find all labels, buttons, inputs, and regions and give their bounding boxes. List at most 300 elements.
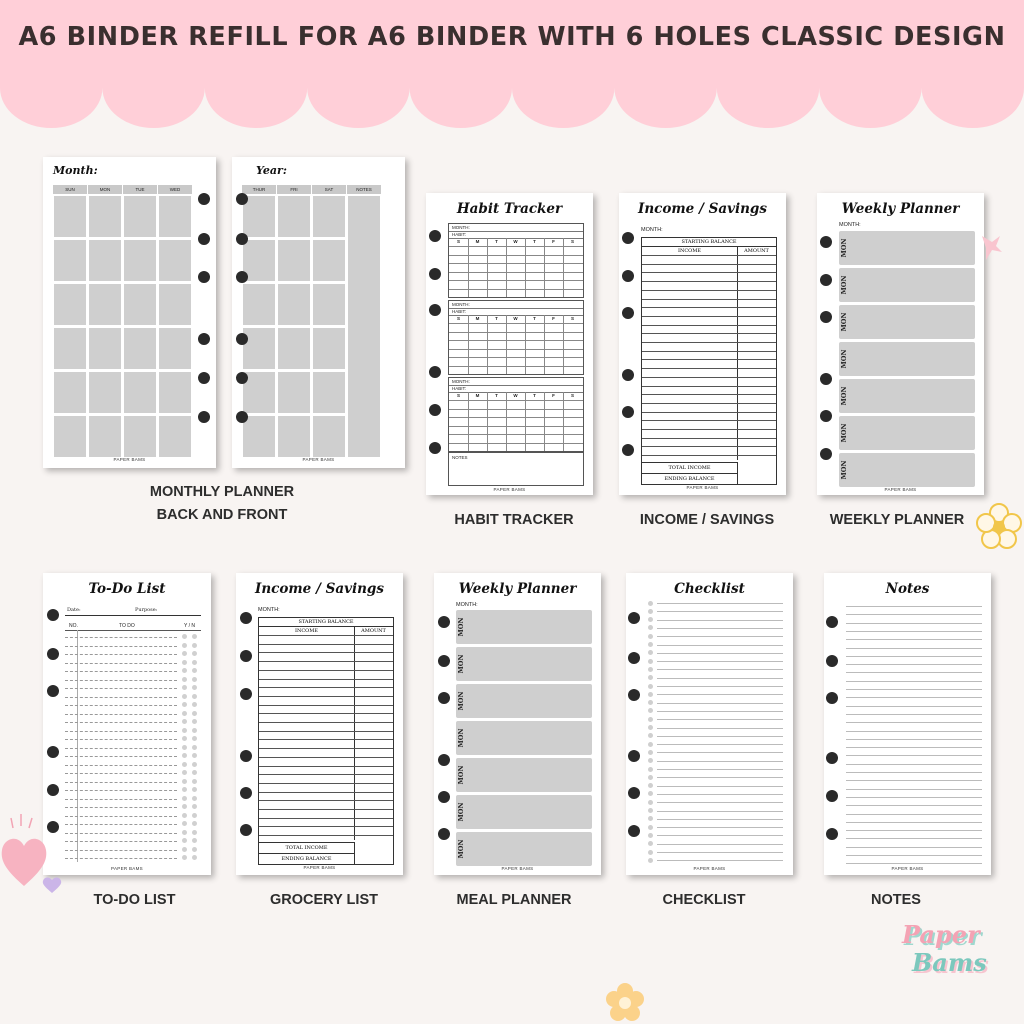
starting-balance-label: STARTING BALANCE [642, 238, 776, 247]
todo-line [65, 816, 177, 817]
binder-hole [47, 685, 59, 697]
day-box [839, 416, 975, 450]
todo-line [65, 773, 177, 774]
binder-hole [628, 612, 640, 624]
note-line [846, 614, 982, 615]
binder-hole [628, 787, 640, 799]
todo-line [65, 748, 177, 749]
calendar-cell [159, 240, 191, 281]
binder-hole [622, 406, 634, 418]
check-line [657, 728, 783, 729]
habit-day-label: S [570, 316, 574, 321]
day-label: MON [840, 275, 848, 295]
rule [65, 630, 201, 631]
calendar-cell [243, 284, 275, 325]
note-line [846, 822, 982, 823]
check-dot [648, 767, 653, 772]
day-box [456, 610, 592, 644]
check-line [657, 703, 783, 704]
yes-dot [182, 813, 187, 818]
habit-tracker-title: Habit Tracker [456, 201, 563, 217]
binder-hole [240, 787, 252, 799]
ledger-row-line [259, 652, 393, 653]
logo-line2: Bams [912, 948, 987, 977]
no-dot [192, 668, 197, 673]
todo-line [65, 841, 177, 842]
habit-day-label: T [533, 239, 536, 244]
no-dot [192, 787, 197, 792]
calendar-cell [278, 416, 310, 457]
habit-day-label: M [475, 393, 480, 398]
day-label: MON [457, 765, 465, 785]
habit-day-label: S [570, 239, 574, 244]
todo-line [65, 671, 177, 672]
binder-hole [820, 373, 832, 385]
day-label: MON [840, 460, 848, 480]
todo-line [65, 799, 177, 800]
pink-heart-icon [0, 830, 48, 890]
yes-dot [182, 634, 187, 639]
income-col-header: INCOME [677, 248, 702, 254]
amount-col-header: AMOUNT [361, 628, 386, 634]
yes-dot [182, 668, 187, 673]
yes-dot [182, 643, 187, 648]
note-line [846, 648, 982, 649]
calendar-cell [278, 196, 310, 237]
binder-hole [429, 268, 441, 280]
calendar-cell [124, 284, 156, 325]
check-line [657, 811, 783, 812]
notes-column [348, 196, 380, 457]
logo-line1: Paper [902, 920, 980, 949]
check-dot [648, 725, 653, 730]
binder-hole [820, 311, 832, 323]
weekly-planner-page [817, 193, 984, 495]
scalloped-banner [0, 0, 1024, 130]
todo-date-label: Date: [67, 607, 81, 613]
note-line [846, 623, 982, 624]
binder-hole [236, 233, 248, 245]
ledger-row-line [642, 255, 776, 256]
check-line [657, 686, 783, 687]
check-line [657, 852, 783, 853]
total-income-label: TOTAL INCOME [642, 462, 737, 473]
note-line [846, 747, 982, 748]
calendar-cell [124, 416, 156, 457]
binder-hole [198, 271, 210, 283]
ledger-row-line [259, 809, 393, 810]
check-line [657, 603, 783, 604]
caption-line: BACK AND FRONT [156, 507, 288, 523]
caption-line: MONTHLY PLANNER [149, 484, 295, 500]
check-dot [648, 617, 653, 622]
rule [449, 231, 583, 232]
yes-dot [182, 804, 187, 809]
check-line [657, 661, 783, 662]
note-line [846, 772, 982, 773]
check-dot [648, 800, 653, 805]
binder-hole [826, 752, 838, 764]
ledger-row-line [642, 272, 776, 273]
binder-hole [628, 825, 640, 837]
note-line [846, 764, 982, 765]
amount-col-header: AMOUNT [744, 248, 769, 254]
todo-col-todo: TO DO [119, 623, 135, 629]
check-dot [648, 816, 653, 821]
ledger-row-line [259, 766, 393, 767]
ledger-row-line [642, 403, 776, 404]
ledger-row-line [642, 412, 776, 413]
habit-day-label: S [456, 316, 460, 321]
no-dot [192, 634, 197, 639]
check-dot [648, 825, 653, 830]
grocery-title: Income / Savings [255, 581, 384, 597]
ledger-row-line [642, 281, 776, 282]
meal-month-label: MONTH: [456, 602, 478, 608]
binder-hole [47, 784, 59, 796]
yes-dot [182, 830, 187, 835]
calendar-cell [243, 416, 275, 457]
note-line [846, 838, 982, 839]
note-line [846, 656, 982, 657]
ledger-row-line [259, 635, 393, 636]
todo-line [65, 731, 177, 732]
yes-dot [182, 702, 187, 707]
check-dot [648, 708, 653, 713]
day-label: MON [840, 312, 848, 332]
day-box [839, 379, 975, 413]
yes-dot [182, 677, 187, 682]
todo-list-page [43, 573, 211, 875]
binder-hole [628, 652, 640, 664]
page-footer: PAPER BAMS [493, 487, 526, 492]
binder-hole [198, 372, 210, 384]
caption-monthly-planner [120, 481, 324, 527]
calendar-cell [54, 240, 86, 281]
todo-line [65, 663, 177, 664]
ledger-row-line [642, 420, 776, 421]
page-footer: PAPER BAMS [686, 485, 719, 490]
ledger-row-line [642, 342, 776, 343]
todo-line [65, 688, 177, 689]
todo-line [65, 637, 177, 638]
ledger-row-line [642, 351, 776, 352]
habit-habit-label: HABIT: [452, 309, 467, 314]
rule [525, 315, 526, 374]
calendar-cell [89, 196, 121, 237]
calendar-cell [89, 240, 121, 281]
rule [468, 238, 469, 297]
habit-day-label: T [495, 393, 498, 398]
yes-dot [182, 787, 187, 792]
todo-line [65, 807, 177, 808]
calendar-cell [54, 196, 86, 237]
habit-habit-label: HABIT: [452, 232, 467, 237]
binder-hole [240, 650, 252, 662]
ledger-row-line [259, 722, 393, 723]
note-line [846, 606, 982, 607]
day-header: THUR [242, 185, 276, 194]
day-header: FRI [277, 185, 311, 194]
meal-title: Weekly Planner [458, 581, 577, 597]
calendar-cell [124, 328, 156, 369]
flower-icon [604, 982, 646, 1024]
no-dot [192, 796, 197, 801]
caption-income-savings: INCOME / SAVINGS [639, 512, 775, 528]
starting-balance-label: STARTING BALANCE [259, 618, 393, 627]
note-line [846, 631, 982, 632]
no-dot [192, 804, 197, 809]
caption-meal-planner: MEAL PLANNER [456, 892, 572, 908]
binder-hole [47, 609, 59, 621]
no-dot [192, 651, 197, 656]
yes-dot [182, 651, 187, 656]
monthly-front-title: Month: [53, 164, 98, 177]
check-dot [648, 700, 653, 705]
todo-line [65, 782, 177, 783]
day-label: MON [457, 802, 465, 822]
checklist-title: Checklist [674, 581, 745, 597]
rule [544, 392, 545, 451]
checklist-page [626, 573, 793, 875]
check-dot [648, 717, 653, 722]
day-box [839, 305, 975, 339]
binder-hole [438, 692, 450, 704]
binder-hole [622, 307, 634, 319]
binder-hole [240, 750, 252, 762]
calendar-cell [124, 196, 156, 237]
day-box [839, 453, 975, 487]
calendar-cell [89, 284, 121, 325]
no-dot [192, 770, 197, 775]
rule [563, 315, 564, 374]
check-line [657, 752, 783, 753]
yes-dot [182, 745, 187, 750]
day-label: MON [457, 839, 465, 859]
binder-hole [240, 824, 252, 836]
note-line [846, 789, 982, 790]
yes-dot [182, 694, 187, 699]
ledger-row-line [642, 438, 776, 439]
calendar-cell [159, 416, 191, 457]
sparkle-icon [8, 812, 38, 830]
check-dot [648, 692, 653, 697]
check-line [657, 769, 783, 770]
binder-hole [622, 369, 634, 381]
habit-block [448, 223, 584, 298]
rule [77, 630, 78, 862]
check-dot [648, 850, 653, 855]
day-label: MON [457, 728, 465, 748]
monthly-front-page [43, 157, 216, 468]
binder-hole [438, 655, 450, 667]
binder-hole [240, 688, 252, 700]
page-footer: PAPER BAMS [302, 457, 335, 462]
ledger-row-line [259, 705, 393, 706]
ending-balance-label: ENDING BALANCE [259, 853, 354, 864]
note-line [846, 755, 982, 756]
day-header: SUN [53, 185, 87, 194]
binder-hole [429, 230, 441, 242]
note-line [846, 706, 982, 707]
no-dot [192, 838, 197, 843]
day-header: MON [88, 185, 122, 194]
habit-day-label: F [552, 316, 555, 321]
note-line [846, 847, 982, 848]
ledger-row-line [642, 377, 776, 378]
check-line [657, 736, 783, 737]
binder-hole [236, 271, 248, 283]
check-line [657, 794, 783, 795]
caption-habit-tracker: HABIT TRACKER [454, 512, 574, 528]
check-dot [648, 742, 653, 747]
check-line [657, 611, 783, 612]
habit-day-label: T [533, 393, 536, 398]
day-header: NOTES [347, 185, 381, 194]
habit-day-label: M [475, 239, 480, 244]
day-box [456, 832, 592, 866]
ledger-row-line [259, 818, 393, 819]
yes-dot [182, 660, 187, 665]
ledger-row-line [642, 455, 776, 456]
day-box [456, 647, 592, 681]
monthly-back-title: Year: [256, 164, 287, 177]
check-line [657, 719, 783, 720]
calendar-cell [313, 284, 345, 325]
habit-day-label: F [552, 239, 555, 244]
ledger-row-line [259, 774, 393, 775]
day-label: MON [840, 349, 848, 369]
habit-day-label: S [570, 393, 574, 398]
binder-hole [628, 750, 640, 762]
note-line [846, 780, 982, 781]
weekly-title: Weekly Planner [841, 201, 960, 217]
calendar-cell [278, 284, 310, 325]
habit-block [448, 300, 584, 375]
rule [525, 238, 526, 297]
no-dot [192, 745, 197, 750]
rule [506, 392, 507, 451]
habit-notes-label: NOTES [452, 455, 468, 460]
check-dot [648, 659, 653, 664]
ledger-row-line [259, 679, 393, 680]
calendar-cell [159, 328, 191, 369]
yes-dot [182, 838, 187, 843]
no-dot [192, 685, 197, 690]
no-dot [192, 855, 197, 860]
rule [468, 392, 469, 451]
no-dot [192, 643, 197, 648]
todo-line [65, 646, 177, 647]
check-dot [648, 733, 653, 738]
grocery-list-page [236, 573, 403, 875]
check-line [657, 678, 783, 679]
binder-hole [622, 232, 634, 244]
yes-dot [182, 855, 187, 860]
binder-hole [429, 366, 441, 378]
day-box [456, 684, 592, 718]
rule [487, 392, 488, 451]
ledger-row-line [642, 386, 776, 387]
check-dot [648, 758, 653, 763]
note-line [846, 814, 982, 815]
no-dot [192, 821, 197, 826]
check-dot [648, 775, 653, 780]
day-label: MON [457, 691, 465, 711]
check-dot [648, 625, 653, 630]
calendar-cell [124, 372, 156, 413]
ledger-row-line [259, 835, 393, 836]
binder-hole [198, 233, 210, 245]
no-dot [192, 677, 197, 682]
yes-dot [182, 762, 187, 767]
meal-planner-page [434, 573, 601, 875]
calendar-cell [89, 372, 121, 413]
check-dot [648, 858, 653, 863]
todo-col-no: NO. [69, 623, 78, 629]
day-label: MON [840, 386, 848, 406]
binder-hole [826, 692, 838, 704]
page-footer: PAPER BAMS [303, 865, 336, 870]
ledger-row-line [259, 644, 393, 645]
check-line [657, 636, 783, 637]
calendar-cell [313, 372, 345, 413]
total-income-label: TOTAL INCOME [259, 842, 354, 853]
caption-grocery-list: GROCERY LIST [270, 892, 378, 908]
column-divider [354, 842, 355, 864]
todo-line [65, 858, 177, 859]
binder-hole [820, 448, 832, 460]
binder-hole [826, 790, 838, 802]
yes-dot [182, 753, 187, 758]
check-line [657, 827, 783, 828]
todo-line [65, 790, 177, 791]
pink-flower-icon [982, 232, 1004, 262]
check-line [657, 628, 783, 629]
check-line [657, 653, 783, 654]
ledger-row-line [259, 757, 393, 758]
binder-hole [236, 372, 248, 384]
rule [544, 315, 545, 374]
habit-day-label: M [475, 316, 480, 321]
ledger-row-line [642, 368, 776, 369]
ledger-row-line [642, 325, 776, 326]
check-dot [648, 783, 653, 788]
rule [563, 238, 564, 297]
calendar-cell [243, 328, 275, 369]
check-dot [648, 684, 653, 689]
ledger-row-line [259, 661, 393, 662]
day-box [839, 231, 975, 265]
note-line [846, 739, 982, 740]
check-dot [648, 667, 653, 672]
check-line [657, 844, 783, 845]
calendar-cell [278, 372, 310, 413]
check-line [657, 802, 783, 803]
page-footer: PAPER BAMS [693, 866, 726, 871]
no-dot [192, 830, 197, 835]
income-month-label: MONTH: [641, 227, 663, 233]
no-dot [192, 660, 197, 665]
check-dot [648, 833, 653, 838]
binder-hole [240, 612, 252, 624]
note-line [846, 714, 982, 715]
ledger-row-line [642, 333, 776, 334]
ledger-row-line [642, 429, 776, 430]
note-line [846, 722, 982, 723]
habit-day-label: W [513, 316, 518, 321]
calendar-cell [89, 328, 121, 369]
